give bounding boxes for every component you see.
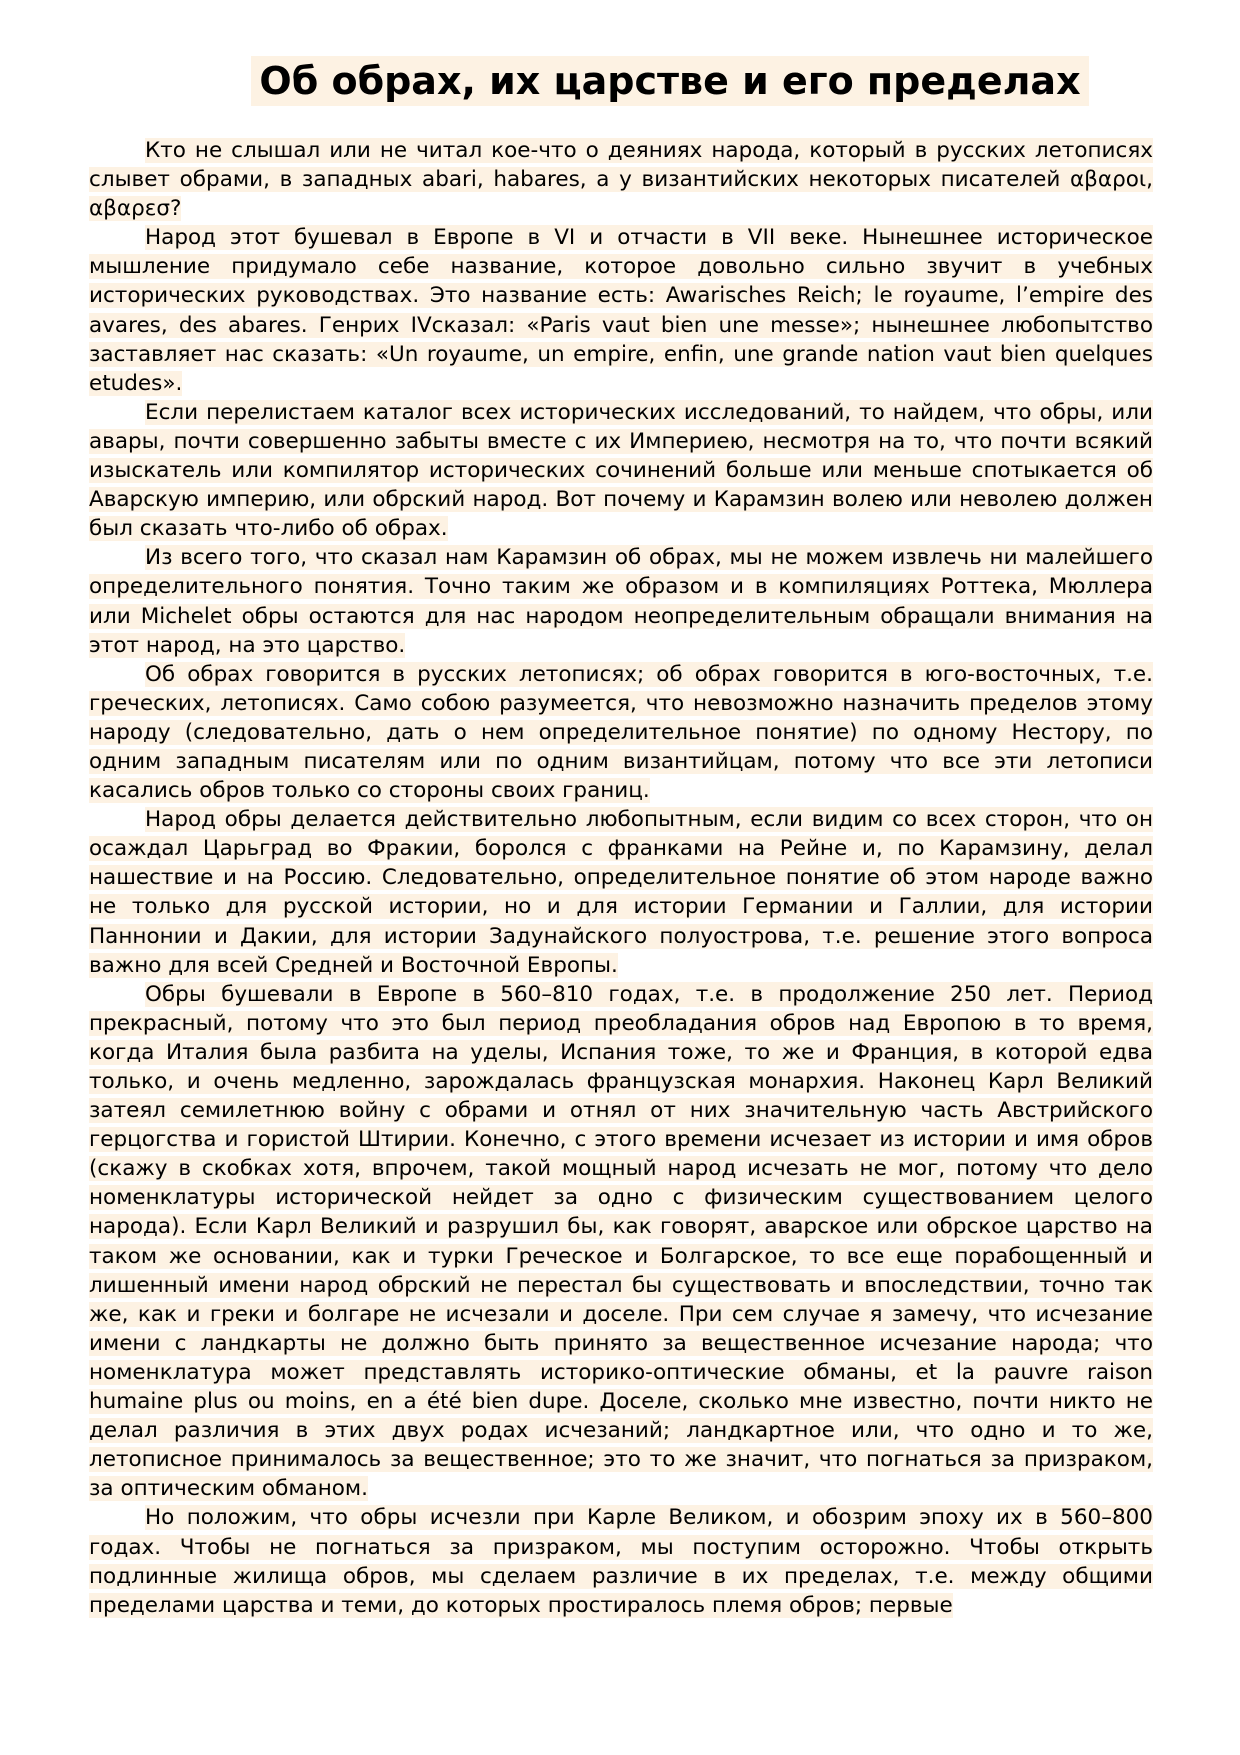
paragraph bbox=[89, 543, 1153, 659]
paragraph bbox=[89, 1503, 1153, 1619]
paragraph-text: Об обрах говорится в русских летописях; об обрах говорится в юго-восточных, т.е. греческих, летописях. Само собою разумеется, что невозможно назначить пределов этому народу (следовательно, дать о нем определительное понятие) по одному Нестору, по одним западным писателям или по одним византийцам, потому что все эти летописи касались обров только со стороны своих границ. bbox=[89, 661, 1153, 804]
paragraph bbox=[89, 805, 1153, 980]
paragraph bbox=[89, 660, 1153, 805]
paragraph-text: Народ этот бушевал в Европе в VI и отчасти в VII веке. Нынешнее историческое мышление придумало себе название, которое довольно сильно звучит в учебных исторических руководствах. Это название есть: Awarisches Reich; le royaume, l’empire des avares, des abares. Генрих IVсказал: «Paris vaut bien une messe»; нынешнее любопытство заставляет нас сказать: «Un royaume, un empire, enfin, une grande nation vaut bien quelques etudes». bbox=[89, 225, 1153, 396]
paragraph-text: Обры бушевали в Европе в 560–810 годах, т.е. в продолжение 250 лет. Период прекрасный, потому что это был период преобладания обров над Европою в то время, когда Италия была разбита на уделы, Испания тоже, то же и Франция, в которой едва только, и очень медленно, зарождалась французская монархия. Наконец Карл Великий затеял семилетнюю войну с обрами и отнял от них значительную часть Австрийского герцогства и гористой Штирии. Конечно, с этого времени исчезает из истории и имя обров (скажу в скобках хотя, впрочем, такой мощный народ исчезать не мог, потому что дело номенклатуры исторической нейдет за одно с физическим существованием целого народа). Если Карл Великий и разрушил бы, как говорят, аварское или обрское царство на таком же основании, как и турки Греческое и Болгарское, то все еще порабощенный и лишенный имени народ обрский не перестал бы существовать и впоследствии, точно так же, как и греки и болгаре не исчезали и доселе. При сем случае я замечу, что исчезание имени с ландкарты не должно быть принято за вещественное исчезание народа; что номенклатура может представлять историко-оптические обманы, et la pauvre raison humaine plus ou moins, en a été bien dupe. Доселе, сколько мне известно, почти никто не делал различия в этих двух родах исчезаний; ландкартное или, что одно и то же, летописное принималось за вещественное; это то же значит, что погнаться за призраком, за оптическим обманом. bbox=[89, 981, 1153, 1502]
paragraph-text: Из всего того, что сказал нам Карамзин об обрах, мы не можем извлечь ни малейшего определительного понятия. Точно таким же образом и в компиляциях Роттека, Мюллера или Michelet обры остаются для нас народом неопределительным обращали внимания на этот народ, на это царство. bbox=[89, 545, 1153, 658]
paragraph bbox=[89, 136, 1153, 223]
paragraph-text: Кто не слышал или не читал кое-что о деяниях народа, который в русских летописях слывет обрами, в западных abari, habares, а у византийских некоторых писателей αβαροι, αβαρεσ? bbox=[89, 138, 1153, 222]
paragraph-text: Но положим, что обры исчезли при Карле Великом, и обозрим эпоху их в 560–800 годах. Чтобы не погнаться за призраком, мы поступим осторожно. Чтобы открыть подлинные жилища обров, мы сделаем различие в их пределах, т.е. между общими пределами царства и теми, до которых простиралось племя обров; первые bbox=[89, 1505, 1153, 1618]
paragraph-text: Если перелистаем каталог всех исторических исследований, то найдем, что обры, или авары, почти совершенно забыты вместе с их Империею, несмотря на то, что почти всякий изыскатель или компилятор исторических сочинений больше или меньше спотыкается об Аварскую империю, или обрский народ. Вот почему и Карамзин волею или неволею должен был сказать что-либо об обрах. bbox=[89, 399, 1153, 542]
paragraph bbox=[89, 223, 1153, 398]
paragraph-text: Народ обры делается действительно любопытным, если видим со всех сторон, что он осаждал Царьград во Фракии, боролся с франками на Рейне и, по Карамзину, делал нашествие и на Россию. Следовательно, определительное понятие об этом народе важно не только для русской истории, но и для истории Германии и Галлии, для истории Паннонии и Дакии, для истории Задунайского полуострова, т.е. решение этого вопроса важно для всей Средней и Восточной Европы. bbox=[89, 807, 1153, 978]
paragraph bbox=[89, 980, 1153, 1504]
title-wrapper bbox=[0, 56, 1240, 106]
document-body bbox=[89, 136, 1153, 1620]
page-title: Об обрах, их царстве и его пределах bbox=[251, 56, 1088, 106]
paragraph bbox=[89, 398, 1153, 543]
